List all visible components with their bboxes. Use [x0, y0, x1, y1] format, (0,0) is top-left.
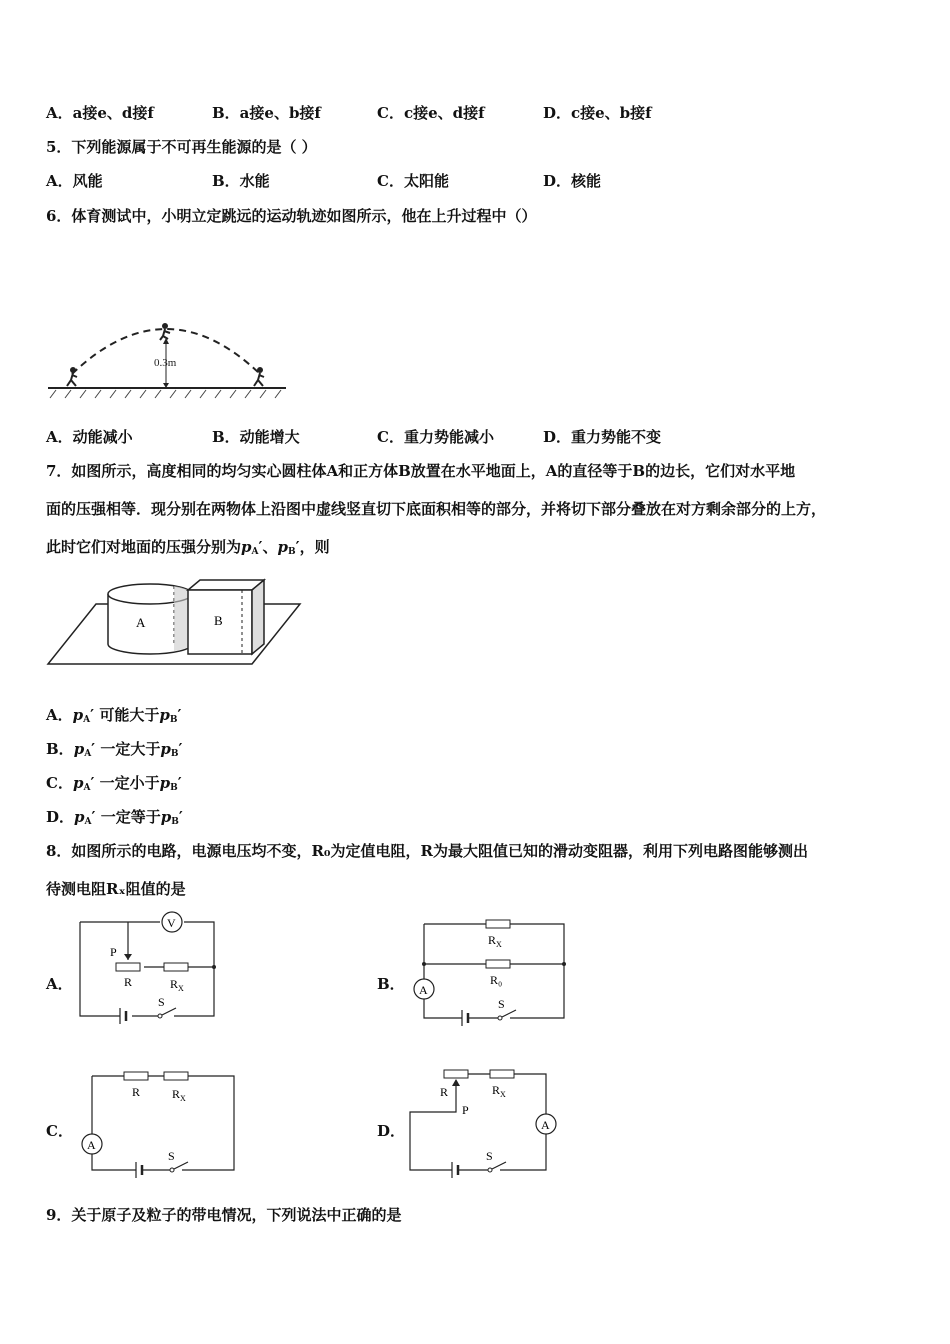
q5-option-b: B．水能: [212, 172, 270, 190]
switch-s-label: S: [498, 997, 505, 1011]
q7-stem-line3: 此时它们对地面的压强分别为$p_A'$、$p_B'$，则: [46, 538, 330, 557]
q6-height-label: 0.3m: [154, 357, 177, 369]
ammeter-icon: A: [419, 983, 428, 997]
rheostat-r-label: R: [124, 975, 133, 989]
rheostat-r-label: R: [440, 1085, 449, 1099]
jumper-start-icon: [67, 367, 77, 386]
q6-option-b: B．动能增大: [212, 428, 300, 446]
circuit-a: [76, 910, 218, 1024]
slider-p-label: P: [462, 1103, 469, 1117]
q6-option-a: A．动能减小: [46, 428, 133, 446]
q8-stem-line2: 待测电阻Rₓ阻值的是: [46, 880, 186, 898]
voltmeter-icon: V: [167, 916, 176, 930]
switch-s-label: S: [158, 995, 165, 1009]
q5-stem: 5．下列能源属于不可再生能源的是（ ）: [46, 138, 317, 156]
q7-option-c: C．$p_A'$ 一定小于$p_B'$: [46, 774, 182, 793]
q6-option-c: C．重力势能减小: [377, 428, 494, 446]
q8-option-b-label: B．: [377, 975, 405, 993]
q7-option-a: A．$p_A'$ 可能大于$p_B'$: [46, 706, 182, 725]
ammeter-icon: A: [541, 1118, 550, 1132]
rx-label: $R_X$: [172, 1087, 186, 1103]
q6-option-d: D．重力势能不变: [543, 428, 662, 446]
q5-option-d: D．核能: [543, 172, 602, 190]
rx-label: $R_X$: [488, 933, 502, 949]
q5-option-a: A．风能: [46, 172, 103, 190]
rx-label: $R_X$: [170, 977, 184, 993]
circuit-b: [406, 916, 568, 1026]
q6-jump-figure: [46, 314, 288, 404]
q8-stem-line1: 8．如图所示的电路，电源电压均不变，R₀为定值电阻，R为最大阻值已知的滑动变阻器，利用下列电路图能够测出: [46, 842, 808, 860]
circuit-d: [406, 1064, 570, 1182]
ammeter-icon: A: [87, 1138, 96, 1152]
q7-solids-figure: [46, 574, 302, 670]
q4-option-d: D．c接e、b接f: [543, 104, 652, 122]
circuit-c: [76, 1068, 238, 1178]
q9-stem: 9．关于原子及粒子的带电情况，下列说法中正确的是: [46, 1206, 402, 1224]
q4-option-b: B．a接e、b接f: [212, 104, 321, 122]
r0-label: R₀: [490, 973, 503, 987]
q4-option-c: C．c接e、d接f: [377, 104, 485, 122]
switch-s-label: S: [168, 1149, 175, 1163]
switch-s-label: S: [486, 1149, 493, 1163]
jumper-apex-icon: [160, 323, 170, 340]
slider-p-label: P: [110, 945, 117, 959]
q7-stem-line2: 面的压强相等．现分别在两物体上沿图中虚线竖直切下底面积相等的部分，并将切下部分叠放在对方剩余部分的上方，: [46, 500, 827, 518]
q8-option-c-label: C．: [46, 1122, 73, 1140]
cylinder-a-label: A: [136, 615, 146, 630]
q8-option-a-label: A．: [46, 975, 73, 993]
cube-b-label: B: [214, 613, 223, 628]
q7-option-d: D．$p_A'$ 一定等于$p_B'$: [46, 808, 183, 827]
resistor-r-label: R: [132, 1085, 141, 1099]
rx-label: $R_X$: [492, 1083, 506, 1099]
q6-stem: 6．体育测试中，小明立定跳远的运动轨迹如图所示，他在上升过程中（）: [46, 207, 537, 225]
q7-option-b: B．$p_A'$ 一定大于$p_B'$: [46, 740, 183, 759]
q8-option-d-label: D．: [377, 1122, 406, 1140]
q5-option-c: C．太阳能: [377, 172, 449, 190]
q7-stem-line1: 7．如图所示，高度相同的均匀实心圆柱体A和正方体B放置在水平地面上，A的直径等于B的边长，它们对水平地: [46, 462, 796, 480]
q4-option-a: A．a接e、d接f: [46, 104, 154, 122]
